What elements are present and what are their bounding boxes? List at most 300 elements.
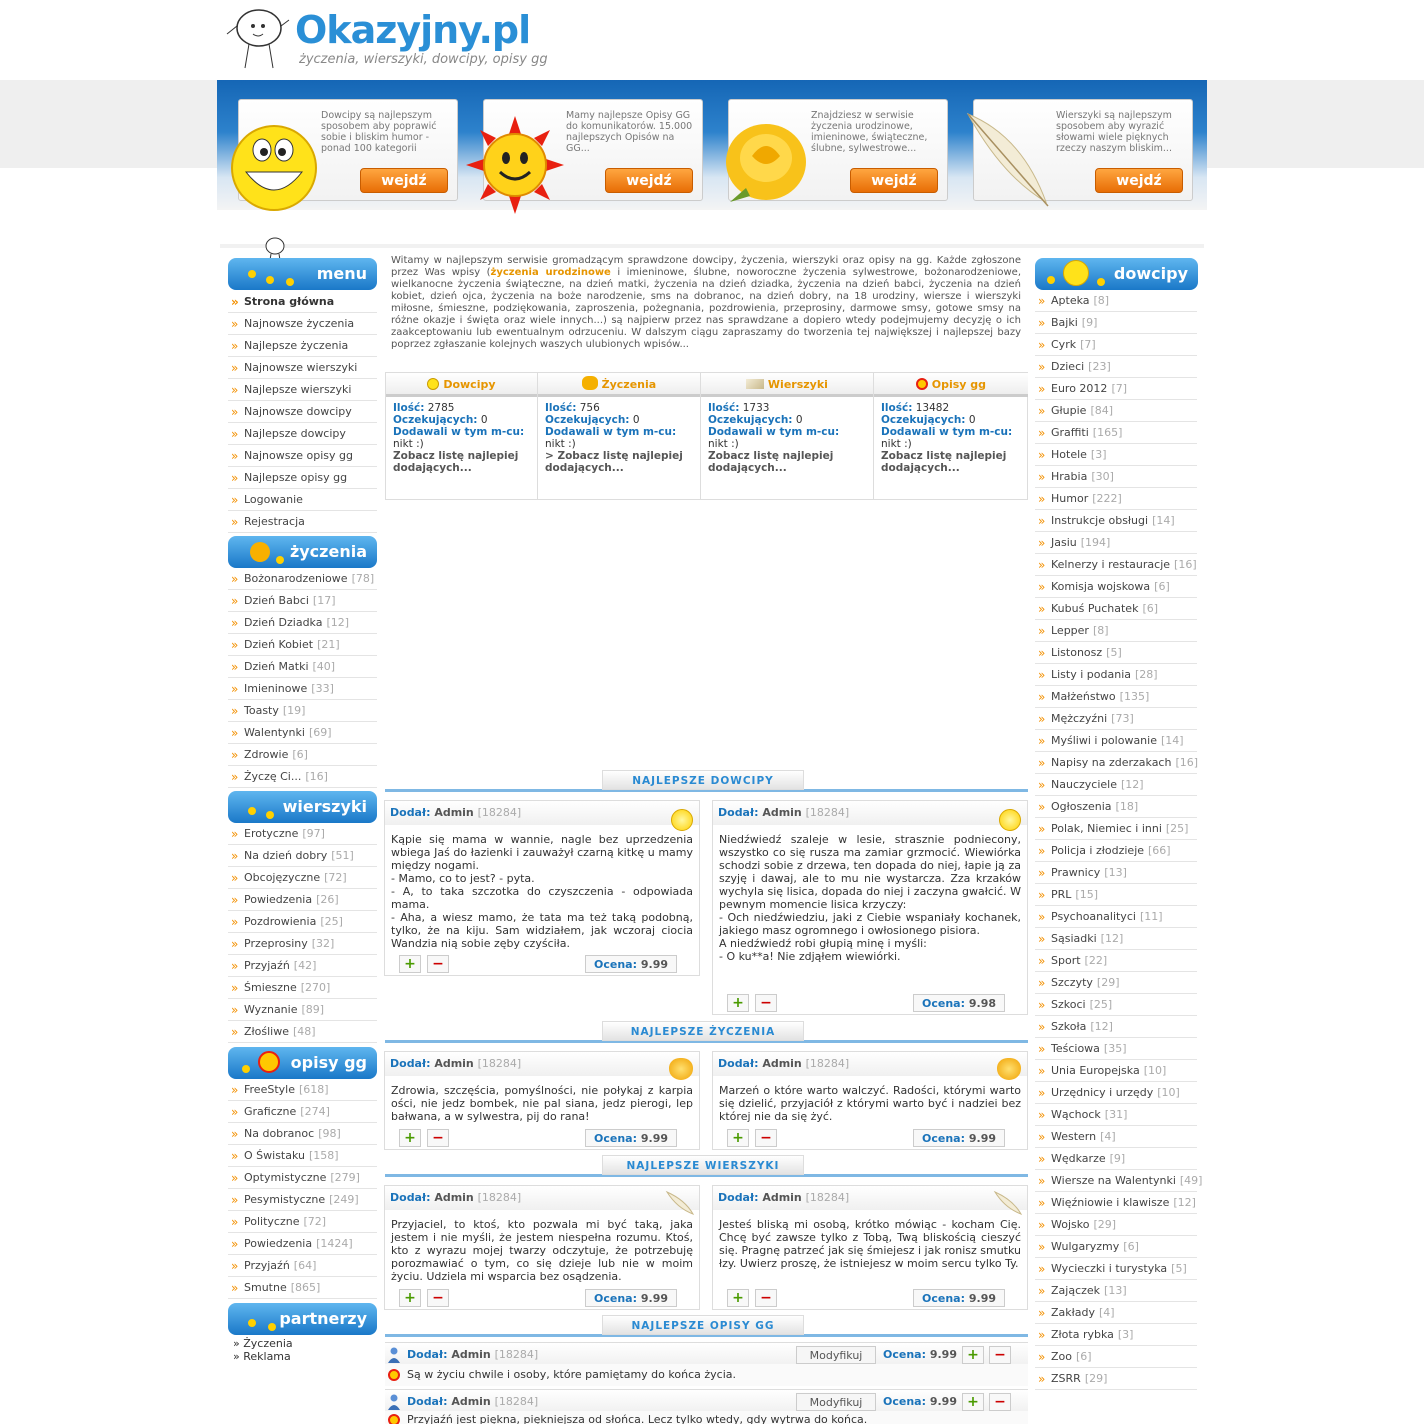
zyczenia-item[interactable] [228, 634, 377, 656]
dowcipy-item[interactable] [1035, 1192, 1197, 1214]
stats-tab-zyczenia[interactable] [538, 373, 700, 397]
added-label: Dodawali w tym m-cu: [393, 426, 525, 438]
added-by-label: Dodał: [390, 806, 431, 819]
opisy-item-count: [274] [300, 1105, 330, 1118]
dowcipy-item[interactable] [1035, 906, 1197, 928]
top-adders-link[interactable]: Zobacz listę najlepiej dodających... [708, 450, 834, 474]
author-count: [18284] [805, 1057, 850, 1070]
author-link[interactable]: Admin [762, 1191, 802, 1204]
dowcipy-item-label: Mężczyźni [1051, 712, 1108, 725]
stats-title: Wierszyki [767, 378, 828, 391]
zyczenia-item-label: Imieninowe [244, 682, 308, 695]
dowcipy-item-count: [12] [1120, 778, 1144, 791]
rating-label: Ocena: [883, 1348, 926, 1361]
menu-item[interactable] [228, 423, 377, 445]
dowcipy-item-label: Małżeństwo [1051, 690, 1116, 703]
zyczenia-item[interactable] [228, 700, 377, 722]
stats-title: Życzenia [601, 378, 657, 391]
dowcipy-item-label: Cyrk [1051, 338, 1077, 351]
entry-footer [385, 1127, 699, 1149]
opisy-item[interactable] [228, 1101, 377, 1123]
zyczenia-item-count: [12] [326, 616, 350, 629]
dowcipy-item-label: Wojsko [1051, 1218, 1090, 1231]
menu-item-label: Najlepsze wierszyki [244, 383, 352, 396]
partner-link[interactable]: » Życzenia [233, 1337, 293, 1350]
rose-icon [582, 376, 598, 390]
dowcipy-item-count: [222] [1092, 492, 1122, 505]
dowcipy-item[interactable] [1035, 730, 1197, 752]
smiley-icon [427, 378, 439, 390]
rating-value: 9.99 [968, 1292, 996, 1305]
author-link[interactable]: Admin [451, 1348, 491, 1361]
wierszyki-item[interactable] [228, 889, 377, 911]
intro-text [391, 255, 1021, 351]
dowcipy-header [1035, 258, 1198, 290]
wierszyki-item[interactable] [228, 933, 377, 955]
opisy-item[interactable] [228, 1211, 377, 1233]
dowcipy-item-label: ZSRR [1051, 1372, 1081, 1385]
opisy-item-label: Optymistyczne [244, 1171, 327, 1184]
dowcipy-item-count: [12] [1090, 1020, 1113, 1033]
dowcipy-item-count: [22] [1084, 954, 1108, 967]
dowcipy-item-count: [194] [1080, 536, 1111, 549]
dowcipy-item-label: Zoo [1051, 1350, 1072, 1363]
dowcipy-item[interactable] [1035, 1214, 1197, 1236]
dowcipy-item-count: [5] [1106, 646, 1122, 659]
dowcipy-item-count: [14] [1152, 514, 1175, 527]
dowcipy-item[interactable] [1035, 1368, 1197, 1390]
partner-link[interactable]: » Reklama [233, 1350, 291, 1363]
dowcipy-item-count: [29] [1093, 1218, 1117, 1231]
wierszyki-item[interactable] [228, 867, 377, 889]
dowcipy-item[interactable] [1035, 1016, 1197, 1038]
dowcipy-item-count: [25] [1089, 998, 1113, 1011]
wierszyki-item-label: Przeprosiny [244, 937, 308, 950]
menu-item[interactable] [228, 511, 377, 533]
dowcipy-item[interactable] [1035, 1280, 1197, 1302]
dowcipy-item[interactable] [1035, 422, 1197, 444]
entry-footer [713, 992, 1027, 1014]
opisy-item[interactable] [228, 1123, 377, 1145]
menu-item-label: Strona główna [244, 295, 335, 308]
dowcipy-item-count: [6] [1123, 1240, 1139, 1253]
count-label: Ilość: [708, 402, 740, 414]
opisy-item-label: Pesymistyczne [244, 1193, 326, 1206]
dowcipy-item[interactable] [1035, 554, 1197, 576]
modify-button[interactable]: Modyfikuj [796, 1346, 876, 1364]
opisy-item[interactable] [228, 1167, 377, 1189]
dowcipy-item-label: Bajki [1051, 316, 1078, 329]
top-adders-link[interactable]: > Zobacz listę najlepiej dodających... [545, 450, 683, 474]
dowcipy-item-label: Unia Europejska [1051, 1064, 1140, 1077]
menu-item[interactable] [228, 445, 377, 467]
waiting-label: Oczekujących: [393, 414, 478, 426]
stats-title: Opisy gg [931, 378, 987, 391]
rating-value: 9.99 [640, 958, 668, 971]
banner-card-text: Mamy najlepsze Opisy GG do komunikatorów. 15.000 najlepszych Opisów na GG... [566, 110, 693, 154]
zyczenia-item[interactable] [228, 590, 377, 612]
zyczenia-header [228, 536, 377, 568]
dowcipy-item[interactable] [1035, 466, 1197, 488]
menu-item-label: Logowanie [244, 493, 303, 506]
user-icon [388, 1347, 400, 1363]
added-value: nikt :) [545, 438, 576, 450]
author-count: [18284] [477, 1191, 522, 1204]
opisy-item-label: Graficzne [244, 1105, 297, 1118]
vote-plus-button[interactable]: + [399, 1289, 421, 1307]
author-link[interactable]: Admin [762, 1057, 802, 1070]
dowcipy-item[interactable] [1035, 818, 1197, 840]
dowcipy-item-count: [23] [1088, 360, 1111, 373]
sun-icon [236, 1063, 306, 1071]
dowcipy-item[interactable] [1035, 796, 1197, 818]
wierszyki-item-count: [32] [311, 937, 335, 950]
stats-tab-dowcipy[interactable] [386, 373, 537, 397]
wierszyki-item[interactable] [228, 955, 377, 977]
stats-tab-opisy[interactable] [874, 373, 1028, 397]
entry-text: Marzeń o które warto walczyć. Radości, którymi warto się dzielić, przyjaciół z którymi warto być i nadziei bez której nie da się żyć. [719, 1084, 1021, 1123]
menu-item[interactable] [228, 291, 377, 313]
dowcipy-item[interactable] [1035, 444, 1197, 466]
big-smiley-icon [228, 124, 320, 214]
site-logo[interactable] [225, 4, 565, 74]
zyczenia-item-count: [40] [312, 660, 336, 673]
dowcipy-item[interactable] [1035, 994, 1197, 1016]
rose-icon [236, 552, 306, 560]
dowcipy-item-count: [25] [1165, 822, 1189, 835]
feather-icon [236, 807, 306, 815]
opisy-item-count: [1424] [316, 1237, 353, 1250]
menu-item[interactable] [228, 489, 377, 511]
author-count: [18284] [805, 1191, 850, 1204]
vote-plus-button[interactable]: + [727, 994, 749, 1012]
rating-badge [585, 955, 677, 973]
dowcipy-item[interactable] [1035, 708, 1197, 730]
menu-item[interactable] [228, 357, 377, 379]
wierszyki-item-label: Śmieszne [244, 981, 297, 994]
author-link[interactable]: Admin [434, 806, 474, 819]
entry-text: Jesteś bliską mi osobą, krótko mówiąc - kocham Cię. Chcę być zawsze tylko z Tobą, Twą bliskością cieszyć się. Pragnę patrzeć jak się śmiejesz i jak ronisz smutku łzy. Uwierz proszę, że istniejesz w moim sercu tylko Ty. [719, 1218, 1021, 1270]
added-by-label: Dodał: [718, 806, 759, 819]
dowcipy-item[interactable] [1035, 752, 1197, 774]
zyczenia-item-label: Bożonarodzeniowe [244, 572, 348, 585]
dowcipy-item-label: Euro 2012 [1051, 382, 1108, 395]
dowcipy-item-count: [66] [1148, 844, 1171, 857]
sun-smiley-icon [466, 116, 564, 214]
rating-label: Ocena: [594, 1132, 638, 1145]
author-link[interactable]: Admin [434, 1057, 474, 1070]
dowcipy-item[interactable] [1035, 510, 1197, 532]
status-text: Są w życiu chwile i osoby, które pamiętamy do końca życia. [407, 1368, 736, 1381]
zyczenia-item[interactable] [228, 612, 377, 634]
entry-header [385, 801, 699, 825]
dowcipy-item-count: [14] [1160, 734, 1184, 747]
entry-text: Niedźwiedź szaleje w lesie, strasznie podniecony, wszystko co się rusza ma zamiar grzmocić. Wiewiórka schodzi sobie z drzewa, ten dopada do niej, łapie ją za szyję i dawaj, ale to mu nie wystarcza. Zza krzaków wychyla się lisica, dopada do niej i zaczyna gwałcić. W pewnym momencie lisica krzyczy: - Och niedźwiedziu, jaki z Ciebie wspaniały kochanek, jakiego masz ogromnego i owłosionego pisiora. A niedźwiedź robi głupią minę i myśli: - O ku**a! Nie zdjąłem wiewiórki. [719, 833, 1021, 963]
vote-minus-button[interactable]: − [989, 1346, 1011, 1364]
menu-item[interactable] [228, 313, 377, 335]
zyczenia-item-label: Dzień Dziadka [244, 616, 323, 629]
dowcipy-item[interactable] [1035, 1038, 1197, 1060]
dowcipy-item-count: [16] [1175, 756, 1199, 769]
dowcipy-item-label: Napisy na zderzakach [1051, 756, 1172, 769]
enter-button[interactable]: wejdź [850, 168, 938, 193]
vote-plus-button[interactable]: + [962, 1346, 984, 1364]
menu-item[interactable] [228, 401, 377, 423]
dowcipy-item-count: [49] [1179, 1174, 1203, 1187]
dowcipy-item[interactable] [1035, 972, 1197, 994]
waiting-label: Oczekujących: [545, 414, 630, 426]
zyczenia-item-count: [78] [351, 572, 375, 585]
dowcipy-item[interactable] [1035, 1236, 1197, 1258]
stats-body [538, 397, 700, 479]
dowcipy-item[interactable] [1035, 840, 1197, 862]
waiting-value: 0 [480, 414, 488, 426]
count-value: 13482 [915, 402, 950, 414]
dowcipy-item-label: Apteka [1051, 294, 1090, 307]
dowcipy-item[interactable] [1035, 290, 1197, 312]
enter-button[interactable]: wejdź [1095, 168, 1183, 193]
rating-badge [913, 1129, 1005, 1147]
enter-button[interactable]: wejdź [360, 168, 448, 193]
yellow-rose-icon [716, 116, 812, 214]
stats-body [701, 397, 873, 479]
opisy-item-count: [158] [308, 1149, 339, 1162]
enter-button[interactable]: wejdź [605, 168, 693, 193]
banner-card-text: Dowcipy są najlepszym sposobem aby poprawić sobie i bliskim humor - ponad 100 kategorii [321, 110, 437, 154]
author-link[interactable]: Admin [451, 1395, 491, 1408]
vote-plus-button[interactable]: + [962, 1393, 984, 1411]
dowcipy-item-label: Nauczyciele [1051, 778, 1117, 791]
dowcipy-item[interactable] [1035, 598, 1197, 620]
content-top-strip [220, 244, 1204, 248]
dowcipy-item-count: [6] [1142, 602, 1159, 615]
vote-plus-button[interactable]: + [727, 1129, 749, 1147]
vote-plus-button[interactable]: + [399, 1129, 421, 1147]
decor-dots-icon [236, 274, 306, 282]
zyczenia-item-label: Życzę Ci... [244, 770, 302, 783]
dowcipy-item-count: [73] [1111, 712, 1134, 725]
dowcipy-item-count: [12] [1100, 932, 1124, 945]
opisy-item[interactable] [228, 1189, 377, 1211]
zyczenia-item[interactable] [228, 744, 377, 766]
entry-footer [385, 1287, 699, 1309]
zyczenia-item[interactable] [228, 766, 377, 788]
opisy-item[interactable] [228, 1145, 377, 1167]
feather-icon [962, 106, 1054, 210]
wierszyki-item[interactable] [228, 911, 377, 933]
zyczenia-item[interactable] [228, 568, 377, 590]
dowcipy-item-count: [11] [1139, 910, 1163, 923]
zyczenia-item-label: Dzień Kobiet [244, 638, 314, 651]
dowcipy-item-count: [165] [1092, 426, 1123, 439]
dowcipy-item[interactable] [1035, 356, 1197, 378]
dowcipy-item[interactable] [1035, 576, 1197, 598]
waiting-value: 0 [968, 414, 976, 426]
vote-minus-button[interactable]: − [427, 1289, 449, 1307]
rating-value: 9.99 [640, 1132, 668, 1145]
dowcipy-item[interactable] [1035, 928, 1197, 950]
zyczenia-item-label: Dzień Matki [244, 660, 309, 673]
zyczenia-item[interactable] [228, 722, 377, 744]
wierszyki-item-label: Erotyczne [244, 827, 299, 840]
banner-card-text: Wierszyki są najlepszym sposobem aby wyrazić słowami wiele pięknych rzeczy naszym bliskim... [1056, 110, 1172, 154]
dowcipy-item[interactable] [1035, 1082, 1197, 1104]
dowcipy-item[interactable] [1035, 884, 1197, 906]
vote-minus-button[interactable]: − [755, 1289, 777, 1307]
entry-text: Kąpie się mama w wannie, nagle bez uprzedzenia wbiega Jaś do łazienki i zauważył czarną kitkę u mamy między nogami. - Mamo, co to jest? - pyta. - A, to taka szczotka do czyszczenia - odpowiada mama. - Aha, a wiesz mamo, że tata ma też taką podobną, tylko, że na kiju. Sam widziałem, jak wczoraj ciocia Wandzia nią sobie zęby czyściła. [391, 833, 693, 950]
dowcipy-item[interactable] [1035, 1170, 1203, 1192]
author-link[interactable]: Admin [762, 806, 802, 819]
dowcipy-item[interactable] [1035, 1258, 1197, 1280]
menu-item[interactable] [228, 335, 377, 357]
status-entry-header [385, 1389, 1028, 1413]
wierszyki-header [228, 791, 377, 823]
modify-button[interactable]: Modyfikuj [796, 1393, 876, 1411]
author-link[interactable]: Admin [434, 1191, 474, 1204]
opisy-item-count: [249] [329, 1193, 359, 1206]
zyczenia-item-label: Zdrowie [244, 748, 289, 761]
wierszyki-item-count: [97] [302, 827, 325, 840]
waiting-label: Oczekujących: [881, 414, 966, 426]
sheep-mascot-icon [225, 4, 291, 72]
dowcipy-item[interactable] [1035, 1346, 1197, 1368]
opisy-item-count: [64] [293, 1259, 317, 1272]
stats-table [385, 372, 1028, 500]
dowcipy-item[interactable] [1035, 664, 1197, 686]
menu-item[interactable] [228, 467, 377, 489]
dowcipy-item[interactable] [1035, 862, 1197, 884]
dowcipy-item[interactable] [1035, 312, 1197, 334]
stats-tab-wierszyki[interactable] [701, 373, 873, 397]
smiley-icon [671, 809, 693, 831]
top-adders-link[interactable]: Zobacz listę najlepiej dodających... [393, 450, 519, 474]
wierszyki-item-label: Złośliwe [244, 1025, 289, 1038]
opisy-item[interactable] [228, 1255, 377, 1277]
menu-item-label: Najnowsze opisy gg [244, 449, 353, 462]
dowcipy-item[interactable] [1035, 378, 1197, 400]
opisy-title: opisy gg [290, 1053, 367, 1072]
dowcipy-categories [1035, 290, 1203, 1390]
wierszyki-item[interactable] [228, 823, 377, 845]
dowcipy-item[interactable] [1035, 1148, 1197, 1170]
opisy-item[interactable] [228, 1233, 377, 1255]
wierszyki-item[interactable] [228, 999, 377, 1021]
dowcipy-item-label: Ogłoszenia [1051, 800, 1112, 813]
dowcipy-item-count: [12] [1173, 1196, 1196, 1209]
opisy-item-label: Powiedzenia [244, 1237, 313, 1250]
dowcipy-item-count: [3] [1090, 448, 1107, 461]
count-label: Ilość: [393, 402, 425, 414]
menu-item-label: Najlepsze opisy gg [244, 471, 348, 484]
dowcipy-item-label: Szkoci [1051, 998, 1086, 1011]
dowcipy-item[interactable] [1035, 1302, 1197, 1324]
opisy-item-label: Polityczne [244, 1215, 300, 1228]
added-by-label: Dodał: [407, 1348, 448, 1361]
wierszyki-item-label: Wyznanie [244, 1003, 298, 1016]
dowcipy-item-label: Myśliwi i polowanie [1051, 734, 1157, 747]
menu-item-label: Rejestracja [244, 515, 305, 528]
dowcipy-item[interactable] [1035, 1060, 1197, 1082]
dowcipy-item[interactable] [1035, 1104, 1197, 1126]
dowcipy-item-label: Szkoła [1051, 1020, 1087, 1033]
dowcipy-item-count: [7] [1080, 338, 1096, 351]
rating-label: Ocena: [922, 1292, 966, 1305]
vote-minus-button[interactable]: − [755, 1129, 777, 1147]
author-count: [18284] [494, 1395, 539, 1408]
zyczenia-item[interactable] [228, 656, 377, 678]
rating-badge [585, 1289, 677, 1307]
opisy-item[interactable] [228, 1079, 377, 1101]
sun-icon [916, 378, 928, 390]
dowcipy-item-label: Hrabia [1051, 470, 1088, 483]
dowcipy-item-count: [84] [1090, 404, 1114, 417]
vote-plus-button[interactable]: + [399, 955, 421, 973]
dowcipy-item[interactable] [1035, 774, 1197, 796]
dowcipy-item[interactable] [1035, 1324, 1197, 1346]
dowcipy-item[interactable] [1035, 686, 1197, 708]
wierszyki-item[interactable] [228, 1021, 377, 1043]
dowcipy-item[interactable] [1035, 950, 1197, 972]
zyczenia-item-label: Walentynki [244, 726, 305, 739]
status-entry-text [385, 1411, 1028, 1424]
feather-icon [993, 1190, 1023, 1216]
top-adders-link[interactable]: Zobacz listę najlepiej dodających... [881, 450, 1007, 474]
stats-body [874, 397, 1028, 479]
dowcipy-item-count: [16] [1174, 558, 1197, 571]
menu-item[interactable] [228, 379, 377, 401]
site-name: Okazyjny.pl [295, 8, 531, 52]
zyczenia-item-count: [6] [292, 748, 308, 761]
dowcipy-item-count: [29] [1096, 976, 1120, 989]
dowcipy-item[interactable] [1035, 532, 1197, 554]
vote-minus-button[interactable]: − [989, 1393, 1011, 1411]
vote-minus-button[interactable]: − [755, 994, 777, 1012]
zyczenia-item-count: [33] [311, 682, 334, 695]
dowcipy-item[interactable] [1035, 1126, 1197, 1148]
rating-value: 9.99 [968, 1132, 996, 1145]
wierszyki-item-label: Powiedzenia [244, 893, 313, 906]
opisy-item[interactable] [228, 1277, 377, 1299]
rating-badge [883, 1393, 957, 1411]
entry-header [385, 1186, 699, 1210]
dowcipy-item[interactable] [1035, 620, 1197, 642]
opisy-item-count: [98] [318, 1127, 341, 1140]
dowcipy-item[interactable] [1035, 642, 1197, 664]
opisy-item-count: [72] [303, 1215, 327, 1228]
wierszyki-item[interactable] [228, 977, 377, 999]
zyczenia-item[interactable] [228, 678, 377, 700]
best-joke-box [712, 800, 1028, 1015]
added-value: nikt :) [708, 438, 739, 450]
dowcipy-item-label: Western [1051, 1130, 1097, 1143]
vote-minus-button[interactable]: − [427, 1129, 449, 1147]
rating-label: Ocena: [922, 1132, 966, 1145]
decor-dots-icon [236, 1319, 306, 1327]
dowcipy-item[interactable] [1035, 334, 1197, 356]
dowcipy-item-count: [7] [1111, 382, 1128, 395]
dowcipy-item[interactable] [1035, 488, 1197, 510]
dowcipy-item-label: Humor [1051, 492, 1089, 505]
vote-plus-button[interactable]: + [727, 1289, 749, 1307]
dowcipy-item-label: Teściowa [1051, 1042, 1100, 1055]
opisy-categories [228, 1079, 377, 1299]
dowcipy-item-label: Urzędnicy i urzędy [1051, 1086, 1154, 1099]
vote-minus-button[interactable]: − [427, 955, 449, 973]
wierszyki-item-label: Pozdrowienia [244, 915, 317, 928]
dowcipy-item[interactable] [1035, 400, 1197, 422]
wierszyki-item[interactable] [228, 845, 377, 867]
intro-highlight-link[interactable]: życzenia urodzinowe [490, 267, 611, 278]
